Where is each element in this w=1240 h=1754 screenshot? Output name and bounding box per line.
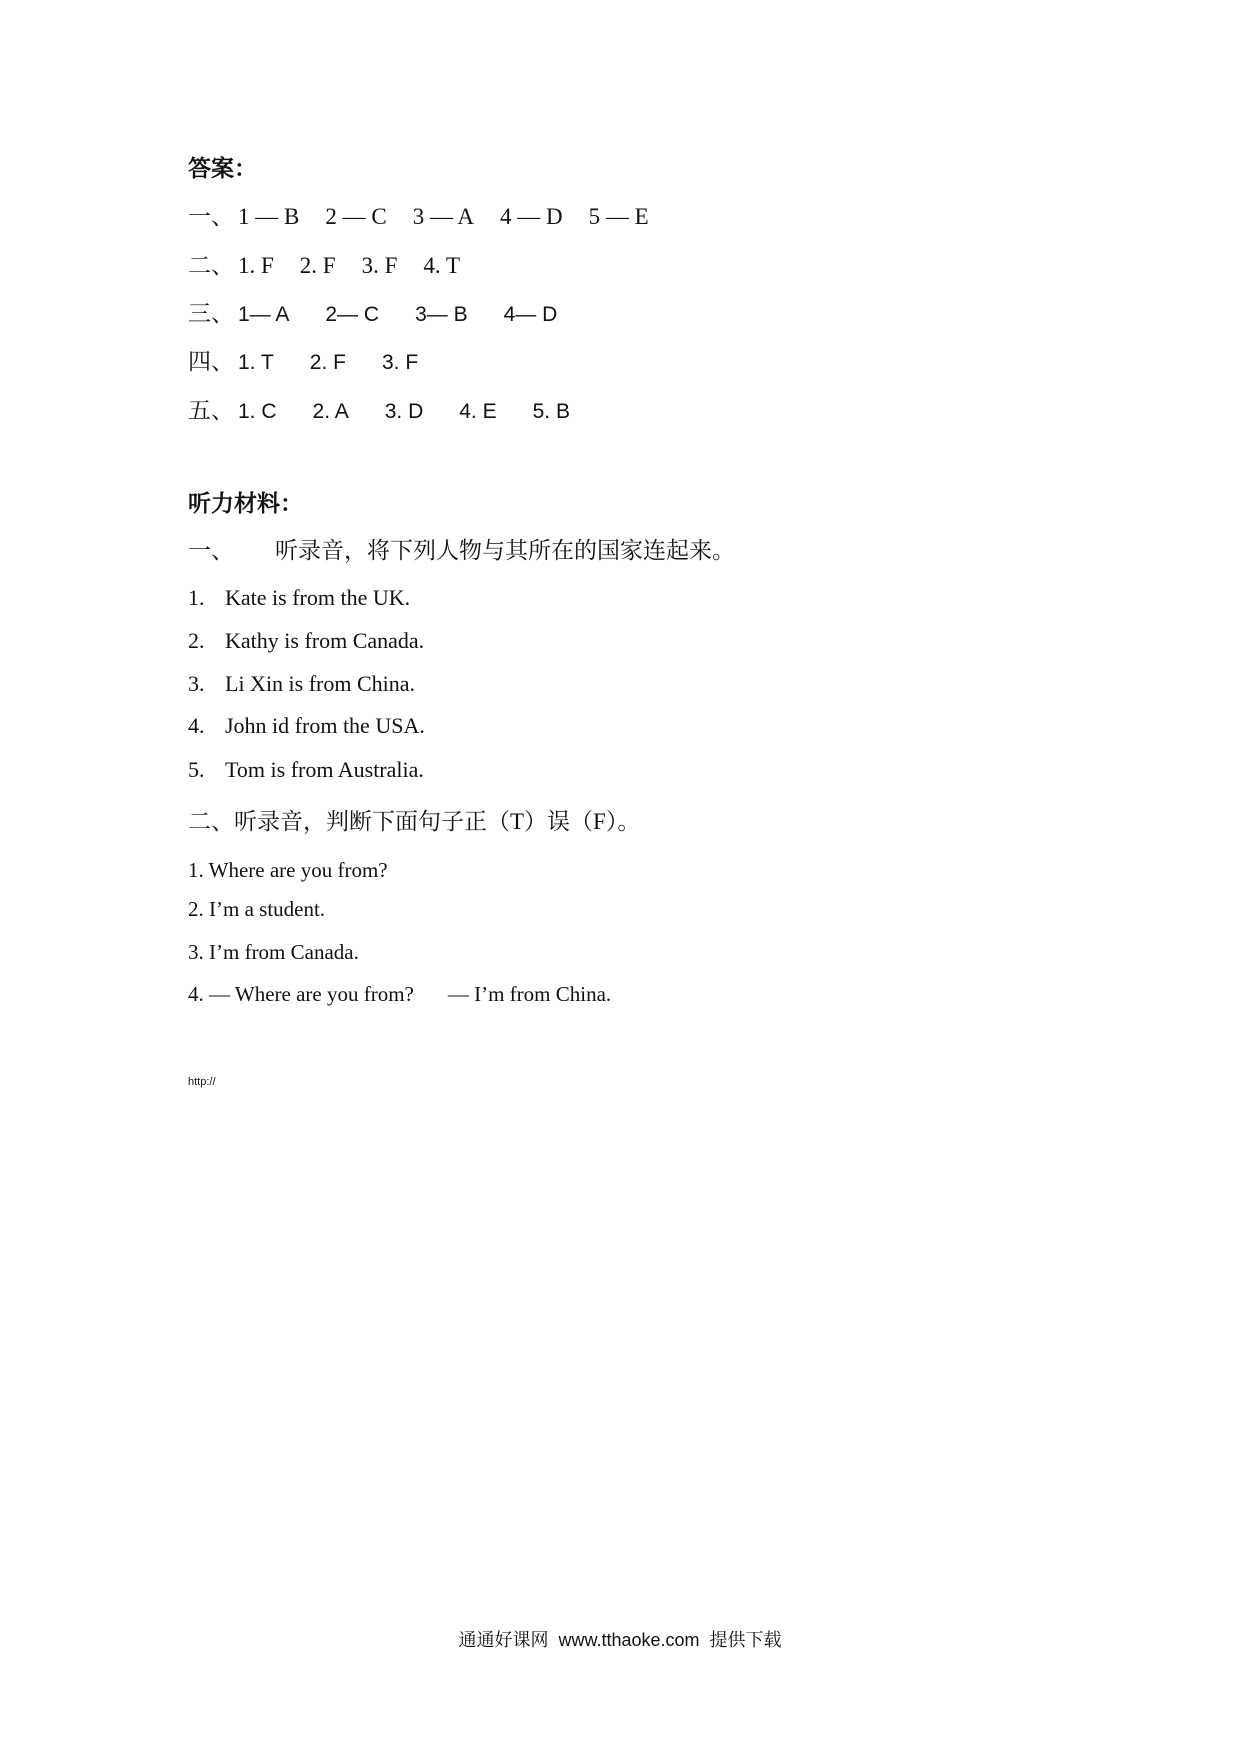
section1-title	[188, 537, 735, 565]
section2-title: 二、听录音，判断下面句子正（T）误（F）。	[188, 809, 641, 834]
answer-item: 3. F	[361, 253, 398, 278]
list-item	[188, 585, 410, 611]
list-item-number: 1.	[188, 585, 205, 610]
list-item-text: Kate is from the UK.	[225, 585, 411, 610]
answer-item: 3. F	[381, 351, 419, 374]
answer-item: 3— B	[415, 303, 468, 326]
answer-item: 4. T	[423, 253, 461, 278]
answer-row-prefix: 一、	[188, 204, 234, 229]
url-note: http://	[188, 1076, 216, 1088]
answer-item: 2. A	[312, 400, 349, 423]
answer-item: 5 — E	[588, 204, 649, 229]
answer-row-prefix: 三、	[188, 301, 234, 326]
list-item	[188, 940, 359, 965]
list-item	[188, 713, 425, 739]
list-item-text: 3. I’m from Canada.	[188, 940, 359, 964]
list-item-text: 2. I’m a student.	[188, 897, 326, 921]
answer-row-4	[188, 348, 454, 376]
answer-row-prefix: 四、	[188, 349, 234, 374]
answer-item: 3. D	[384, 400, 424, 423]
answer-item: 1. T	[238, 351, 274, 374]
section1-prefix: 一、	[188, 538, 234, 563]
answer-item: 4— D	[503, 303, 558, 326]
list-item-number: 2.	[188, 628, 205, 653]
list-item-text: 1. Where are you from?	[188, 858, 388, 882]
answer-item: 1. F	[238, 253, 274, 278]
answer-item: 4. E	[459, 400, 497, 423]
list-item	[188, 628, 424, 654]
listening-heading: 听力材料：	[188, 491, 303, 516]
page-footer: 通通好课网 www.tthaoke.com 提供下载	[458, 1630, 782, 1650]
answer-item: 3 — A	[412, 204, 475, 229]
answer-item: 4 — D	[500, 204, 563, 229]
answer-row-2	[188, 252, 486, 280]
answer-row-1	[188, 203, 675, 231]
list-item-answer: — I’m from China.	[447, 982, 612, 1006]
list-item-text: Kathy is from Canada.	[225, 628, 425, 653]
list-item	[188, 897, 325, 922]
answer-row-5	[188, 397, 606, 425]
answer-item: 5. B	[532, 400, 570, 423]
list-item-text: Li Xin is from China.	[225, 671, 416, 696]
list-item-number: 3.	[188, 671, 205, 696]
answer-item: 2— C	[325, 303, 380, 326]
answer-item: 1— A	[238, 303, 290, 326]
list-item	[188, 671, 415, 697]
answer-item: 1 — B	[238, 204, 300, 229]
list-item-number: 5.	[188, 757, 205, 782]
answers-heading: 答案：	[188, 156, 257, 181]
answer-item: 2. F	[299, 253, 336, 278]
list-item	[188, 858, 388, 883]
answer-row-prefix: 二、	[188, 253, 234, 278]
list-item-text: John id from the USA.	[225, 713, 425, 738]
section1-instruction: 听录音，将下列人物与其所在的国家连起来。	[275, 538, 735, 563]
list-item-text: 4. — Where are you from?	[188, 982, 414, 1006]
answer-item: 1. C	[238, 400, 277, 423]
list-item	[188, 757, 424, 783]
answer-row-prefix: 五、	[188, 398, 234, 423]
list-item-number: 4.	[188, 713, 205, 738]
list-item-text: Tom is from Australia.	[225, 757, 424, 782]
answer-item: 2. F	[309, 351, 346, 374]
list-item	[188, 982, 611, 1007]
answer-row-3	[188, 300, 593, 328]
answer-item: 2 — C	[325, 204, 387, 229]
